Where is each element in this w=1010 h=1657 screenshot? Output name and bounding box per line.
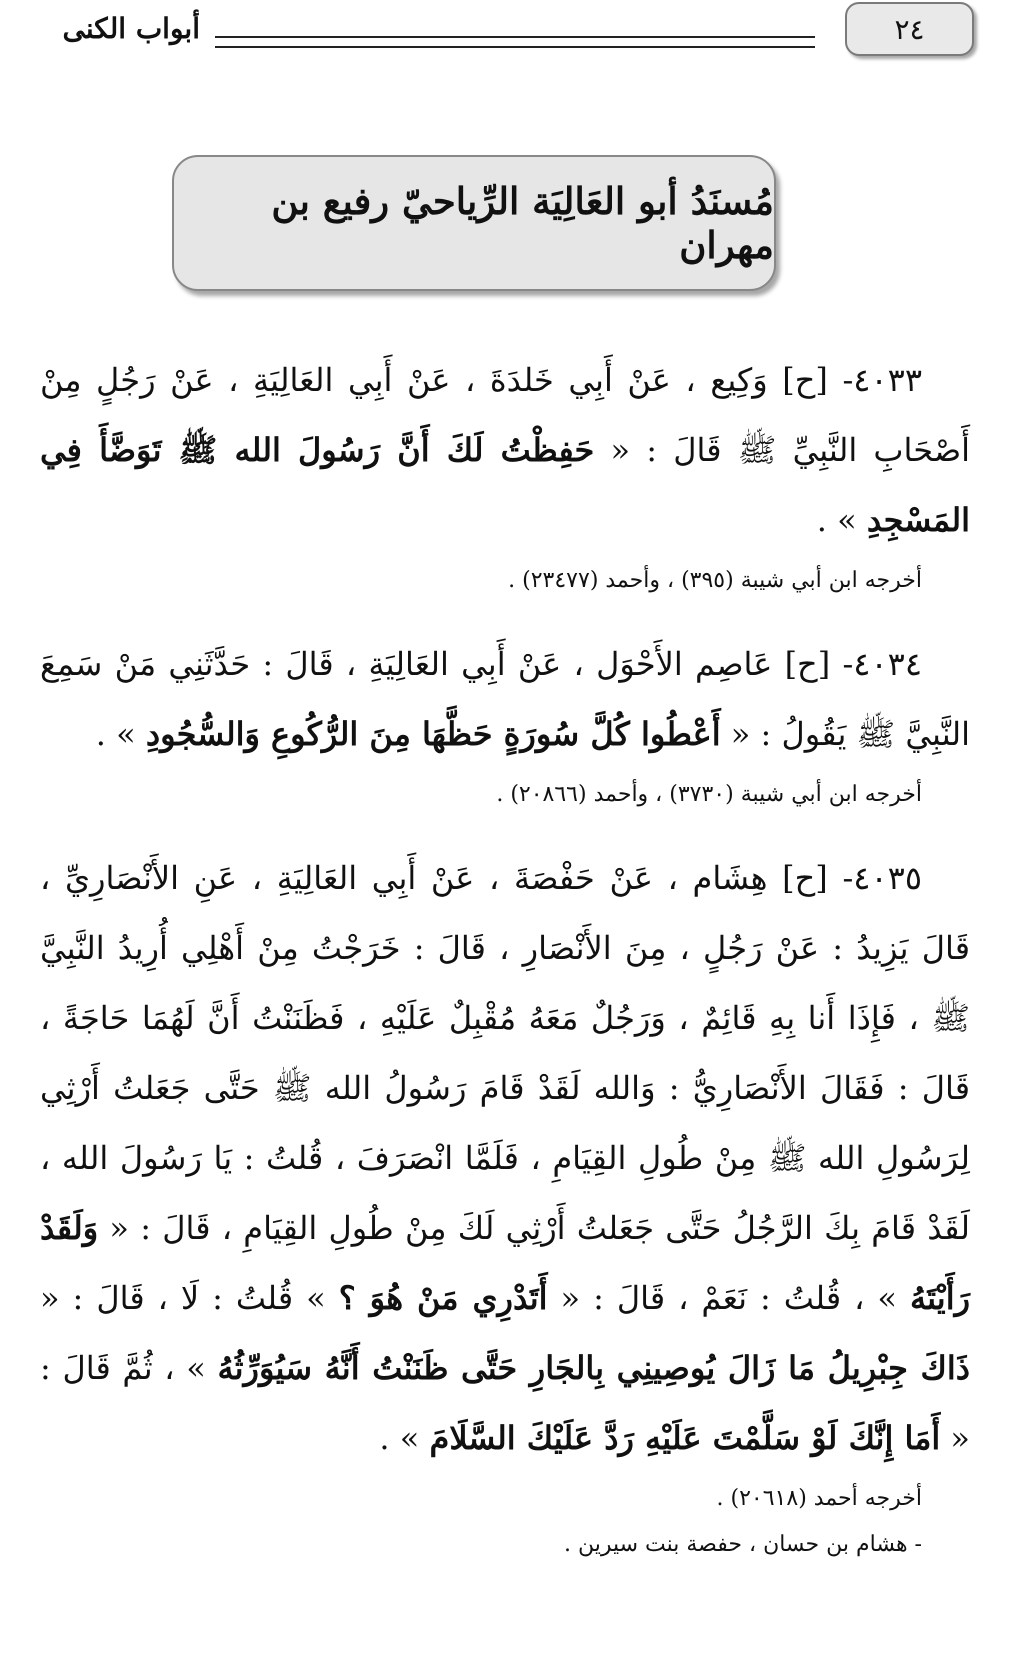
hadith-tail: » . xyxy=(95,715,146,753)
hadith-entry-4035 xyxy=(40,843,970,1565)
section-title-box xyxy=(172,155,776,291)
page-header xyxy=(0,0,1010,80)
hadith-entry-4034 xyxy=(40,629,970,815)
hadith-chain: - [ح] عَاصِم الأَحْوَل ، عَنْ أَبِي العَالِيَةِ ، قَالَ : حَدَّثَنِي مَنْ سَمِعَ النَّبِيَّ ﷺ يَقُولُ : « xyxy=(40,645,970,753)
hadith-quote: أَمَا إِنَّكَ لَوْ سَلَّمْتَ عَلَيْهِ رَدَّ عَلَيْكَ السَّلَامَ xyxy=(429,1419,941,1457)
hadith-connector: » ، قُلتُ : نَعَمْ ، قَالَ : « xyxy=(547,1279,910,1317)
hadith-number: ٤٠٣٥ xyxy=(853,859,922,897)
hadith-quote: أَتَدْرِي مَنْ هُوَ ؟ xyxy=(338,1279,548,1317)
page-number: ٢٤ xyxy=(894,12,925,46)
takhrij-note: أخرجه ابن أبي شيبة (٣٧٣٠) ، وأحمد (٢٠٨٦٦) . xyxy=(496,782,922,807)
hadith-connector: » قُلتُ : لَا ، قَالَ : « xyxy=(40,1279,339,1317)
hadith-text xyxy=(40,345,970,555)
header-rule xyxy=(215,36,815,48)
hadith-quote: وَلَقَدْ رَأَيْتَهُ xyxy=(40,1209,971,1317)
hadith-text xyxy=(40,843,970,1473)
hadith-tail: » . xyxy=(816,501,867,539)
hadith-tail: » . xyxy=(379,1419,430,1457)
takhrij-note: أخرجه ابن أبي شيبة (٣٩٥) ، وأحمد (٢٣٤٧٧) . xyxy=(508,568,922,593)
hadith-quote: ذَاكَ جِبْرِيلُ مَا زَالَ يُوصِينِي بِالجَارِ حَتَّى ظَنَنْتُ أَنَّهُ سَيُوَرِّثُهُ xyxy=(217,1349,971,1387)
narrator-note: - هشام بن حسان ، حفصة بنت سيرين . xyxy=(563,1532,922,1557)
running-title: أبواب الكنى xyxy=(62,12,200,45)
hadith-chain: - [ح] وَكِيع ، عَنْ أَبِي خَلدَةَ ، عَنْ أَبِي العَالِيَةِ ، عَنْ رَجُلٍ مِنْ أَصْحَابِ النَّبِيِّ ﷺ قَالَ : « xyxy=(40,361,971,469)
hadith-list xyxy=(40,345,970,1565)
hadith-number: ٤٠٣٣ xyxy=(853,361,923,399)
hadith-number: ٤٠٣٤ xyxy=(853,645,922,683)
hadith-quote: أَعْطُوا كُلَّ سُورَةٍ حَظَّهَا مِنَ الرُّكُوعِ وَالسُّجُودِ xyxy=(145,715,721,753)
hadith-chain: - [ح] هِشَام ، عَنْ حَفْصَةَ ، عَنْ أَبِي العَالِيَةِ ، عَنِ الأَنْصَارِيِّ ، قَالَ يَزِيدُ : عَنْ رَجُلٍ ، مِنَ الأَنْصَارِ ، قَالَ : خَرَجْتُ مِنْ أَهْلِي أُرِيدُ النَّبِيَّ ﷺ ، فَإِذَا أَنا بِهِ قَائِمٌ ، وَرَجُلٌ مَعَهُ مُقْبِلٌ عَلَيْهِ ، فَظَنَنْتُ أَنَّ لَهُمَا حَاجَةً ، قَالَ : فَقَالَ الأَنْصَارِيُّ : وَالله لَقَدْ قَامَ رَسُولُ الله ﷺ حَتَّى جَعَلتُ أَرْثِي لِرَسُولِ الله ﷺ مِنْ طُولِ القِيَامِ ، فَلَمَّا انْصَرَفَ ، قُلتُ : يَا رَسُولَ الله ، لَقَدْ قَامَ بِكَ الرَّجُلُ حَتَّى جَعَلتُ أَرْثِي لَكَ مِنْ طُولِ القِيَامِ ، قَالَ : « xyxy=(40,859,971,1247)
hadith-entry-4033 xyxy=(40,345,970,601)
page-number-box xyxy=(845,2,974,56)
takhrij-note: أخرجه أحمد (٢٠٦١٨) . xyxy=(716,1486,922,1511)
hadith-quote: حَفِظْتُ لَكَ أَنَّ رَسُولَ الله ﷺ تَوَضَّأَ فِي المَسْجِدِ xyxy=(40,431,970,539)
hadith-text xyxy=(40,629,970,769)
section-title: مُسنَدُ أبو العَالِيَة الرِّياحيّ رفيع بن مهران xyxy=(271,179,774,267)
hadith-connector: » ، ثُمَّ قَالَ : « xyxy=(40,1349,970,1457)
